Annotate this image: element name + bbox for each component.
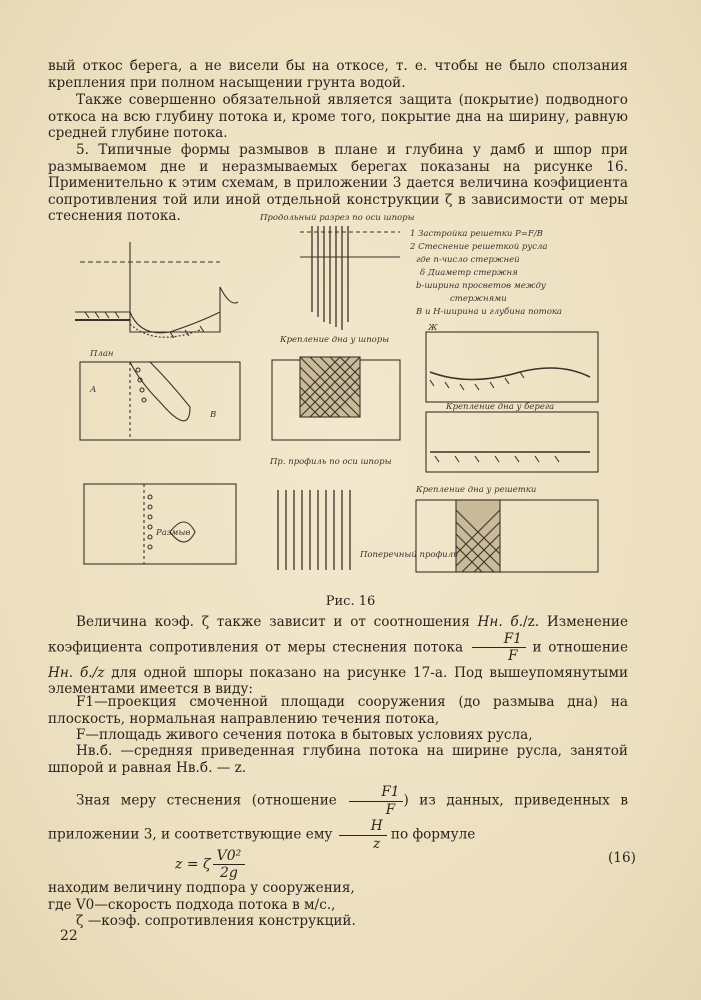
fig-label-krep1: Крепление дна у шпоры: [280, 335, 390, 345]
fig-label-k: Ж: [428, 323, 438, 333]
figure-drawing: [70, 212, 626, 592]
definition-2: F—площадь живого сечения потока в бытовых условиях русла,: [76, 727, 533, 743]
fig-label-a: А: [90, 385, 97, 395]
paragraph-6: находим величину подпора у сооружения,: [48, 880, 355, 896]
paragraph-1: вый откос берега, а не висели бы на откосе, т. е. чтобы не было сползания крепления при полном насыщении грунта водой.: [48, 58, 628, 91]
paragraph-3: 5. Типичные формы размывов в плане и глубина у дамб и шпор при размываемом дне и неразмываемых берегах показаны на рисунке 16. Применительно к этим схемам, в приложении 3 дается величина коэфициента сопротивления той или иной отдельной конструкции ζ в зависимости от меры стеснения потока.: [48, 142, 628, 224]
fig-legend-3: где n-число стержней: [416, 255, 520, 265]
p4-part-a: Величина коэф. ζ также зависит и от соотношения: [76, 614, 478, 630]
fig-label-b: В: [210, 410, 217, 420]
p5-frac-num: F1: [349, 784, 403, 802]
formula-den: 2g: [219, 865, 238, 881]
p4-frac-num: F1: [472, 631, 526, 649]
formula-16: [175, 848, 245, 881]
definition-1: F1—проекция смоченной площади сооружения (до размыва дна) на плоскость, нормальная направлению течения потока,: [48, 694, 628, 727]
equation-number: (16): [608, 850, 636, 866]
p5-h: H: [339, 818, 387, 836]
p5-z: z: [373, 835, 381, 852]
paragraph-4: [48, 614, 628, 698]
fig-legend-7: B и H-ширина и глубина потока: [416, 307, 562, 317]
formula-lhs: z = ζ: [175, 856, 211, 873]
definition-5: ζ —коэф. сопротивления конструкций.: [76, 913, 356, 929]
fig-legend-1: 1 Застройка решетки P=F/B: [410, 229, 543, 239]
p5-part-a: Зная меру стеснения (отношение: [76, 792, 348, 809]
p4-frac-den: F: [508, 648, 518, 664]
p4-part-e: для одной шпоры показано на рисунке 17-а. Под вышеупомянутыми элементами имеется в виду:: [48, 664, 629, 697]
formula-num: V0²: [213, 848, 246, 865]
fig-legend-4: δ Диаметр стержня: [420, 268, 518, 278]
fig-label-krep3: Крепление дна у решетки: [416, 485, 537, 495]
p4-part-d: Hн. б./z: [48, 664, 105, 681]
p4-part-c: и отношение: [525, 639, 628, 655]
figure-16: [70, 212, 626, 592]
fig-label-razmyv: Размыв: [156, 528, 191, 538]
paragraph-2: Также совершенно обязательной является защита (покрытие) подводного откоса на всю глубину потока и, кроме того, покрытие дна на ширину, равную средней глубине потока.: [48, 92, 628, 141]
p4-part-b: /z. Изменение коэфициента сопротивления от меры стеснения потока: [48, 614, 628, 655]
fig-label-section: Пр. профиль по оси шпоры: [270, 457, 392, 467]
figure-caption: Рис. 16: [325, 594, 376, 609]
p4-h-ratio: Hн. б.: [477, 614, 524, 630]
definition-4: где V0—скорость подхода потока в м/с.,: [48, 897, 336, 913]
fig-label-profile: Поперечный профиль: [360, 550, 458, 560]
page-number: 22: [60, 928, 78, 944]
fig-legend-2: 2 Стеснение решеткой русла: [410, 242, 548, 252]
paragraph-5: [48, 784, 628, 852]
p5-frac-den: F: [385, 801, 396, 818]
fig-legend-5: b-ширина просветов между: [416, 281, 546, 291]
fig-label-krep2: Крепление дна у берега: [446, 402, 555, 412]
fig-label-plan: План: [90, 349, 114, 359]
fig-label-top-mid: Продольный разрез по оси шпоры: [260, 213, 415, 223]
p5-part-c: по формуле: [386, 826, 476, 843]
fig-legend-6: стержнями: [450, 294, 507, 304]
definition-3: Hв.б. —средняя приведенная глубина потока на ширине русла, занятой шпорой и равная Hв.б. — z.: [48, 743, 628, 776]
p5-part-b: ) из данных, приведенных в приложении 3, и соответствующие ему: [48, 792, 628, 843]
